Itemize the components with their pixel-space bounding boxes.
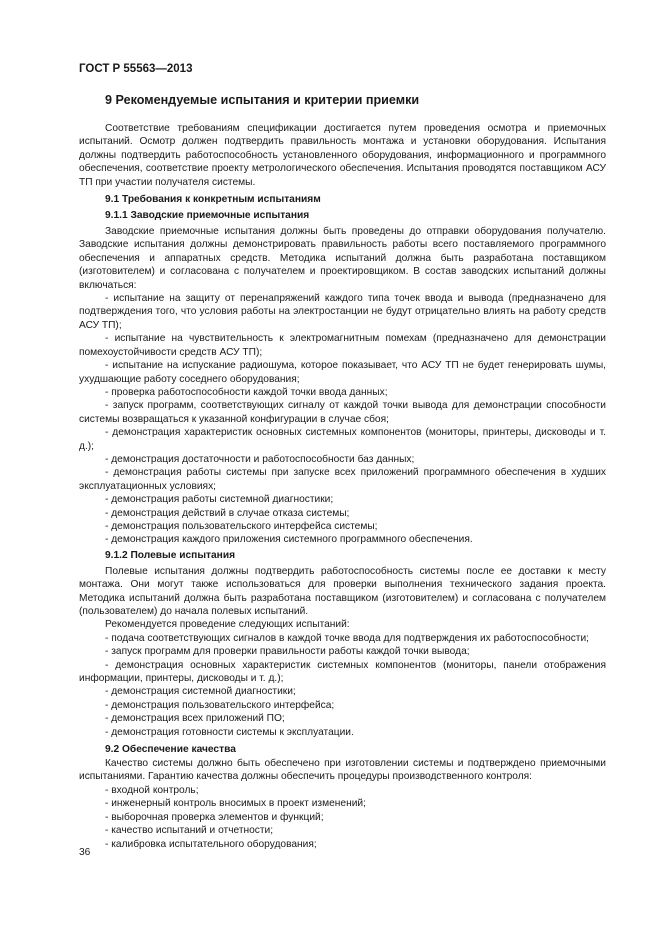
subsection-9-2-title: 9.2 Обеспечение качества [105,744,236,756]
list-item: - испытание на испускание радиошума, которое показывает, что АСУ ТП не будет генерировать шумы, ухудшающие работу соседнего оборудования; [79,359,606,386]
list-item: - калибровка испытательного оборудования; [79,838,606,851]
intro-paragraph: Соответствие требованиям спецификации достигается путем проведения осмотра и приемочных испытаний. Осмотр должен подтвердить правильность монтажа и установки оборудования. Испытания должны подтвердить работоспособность установленного оборудования, информационного и программного обеспечения, соответствие проекту метрологического обеспечения. Испытания проводятся поставщиком АСУ ТП при участии получателя системы. [79,123,606,188]
factory-tests-paragraph: Заводские приемочные испытания должны быть проведены до отправки оборудования получателю. Заводские испытания должны демонстрировать правильность работы всего поставляемого программного обеспечения и аппаратных средств. Методика испытаний должна быть разработана поставщиком (изготовителем) и согласована с получателем и проектировщиком. В состав заводских испытаний должны включаться: [79,226,606,291]
list-item: - демонстрация работы системы при запуске всех приложений программного обеспечения в худших эксплуатационных условиях; [79,466,606,493]
subsection-9-1-1-title: 9.1.1 Заводские приемочные испытания [105,210,310,222]
factory-tests-list [79,292,606,547]
page-number: 36 [79,847,91,858]
list-item: - демонстрация достаточности и работоспособности баз данных; [79,453,606,466]
list-item: - запуск программ для проверки правильности работы каждой точки вывода; [79,645,606,658]
quality-list [79,784,606,851]
field-tests-paragraph: Полевые испытания должны подтвердить работоспособность системы после ее доставки к месту монтажа. Они могут также использоваться для проверки выполнения технического задания проекта. Методика испытаний должна быть разработана поставщиком (изготовителем) и согласована с получателем (пользователем) до начала полевых испытаний. [79,565,606,617]
subsection-9-1-title: 9.1 Требования к конкретным испытаниям [105,194,321,206]
list-item: - проверка работоспособности каждой точки ввода данных; [79,386,606,399]
field-tests-list [79,632,606,739]
document-code-header: ГОСТ Р 55563—2013 [79,63,193,75]
section-title: 9 Рекомендуемые испытания и критерии приемки [105,93,420,107]
list-item: - демонстрация готовности системы к эксплуатации. [79,726,606,739]
list-item: - подача соответствующих сигналов в каждой точке ввода для подтверждения их работоспособности; [79,632,606,645]
quality-paragraph: Качество системы должно быть обеспечено при изготовлении системы и подтверждено приемочными испытаниями. Гарантию качества должны обеспечить процедуры производственного контроля: [79,758,606,783]
list-item: - демонстрация работы системной диагностики; [79,493,606,506]
list-item: - демонстрация системной диагностики; [79,685,606,698]
list-item: - демонстрация характеристик основных системных компонентов (мониторы, принтеры, дисководы и т. д.); [79,426,606,453]
list-item: - демонстрация действий в случае отказа системы; [79,507,606,520]
list-item: - демонстрация пользовательского интерфейса системы; [79,520,606,533]
field-tests-intro: Рекомендуется проведение следующих испытаний: [105,619,350,631]
list-item: - демонстрация всех приложений ПО; [79,712,606,725]
list-item: - демонстрация пользовательского интерфейса; [79,699,606,712]
list-item: - запуск программ, соответствующих сигналу от каждой точки вывода для демонстрации способности системы возвращаться к указанной конфигурации в случае сбоя; [79,399,606,426]
list-item: - инженерный контроль вносимых в проект изменений; [79,797,606,810]
list-item: - испытание на чувствительность к электромагнитным помехам (предназначено для демонстрации помехоустойчивости средств АСУ ТП); [79,332,606,359]
page-content [79,92,606,851]
subsection-9-1-2-title: 9.1.2 Полевые испытания [105,549,236,561]
list-item: - входной контроль; [79,784,606,797]
list-item: - демонстрация основных характеристик системных компонентов (мониторы, панели отображения информации, принтеры, дисководы и т. д.); [79,659,606,686]
list-item: - качество испытаний и отчетности; [79,824,606,837]
list-item: - испытание на защиту от перенапряжений каждого типа точек ввода и вывода (предназначено для подтверждения того, что условия работы на электростанции не будут отрицательно влиять на работу средств АСУ ТП); [79,292,606,332]
list-item: - выборочная проверка элементов и функций; [79,811,606,824]
list-item: - демонстрация каждого приложения системного программного обеспечения. [79,533,606,546]
